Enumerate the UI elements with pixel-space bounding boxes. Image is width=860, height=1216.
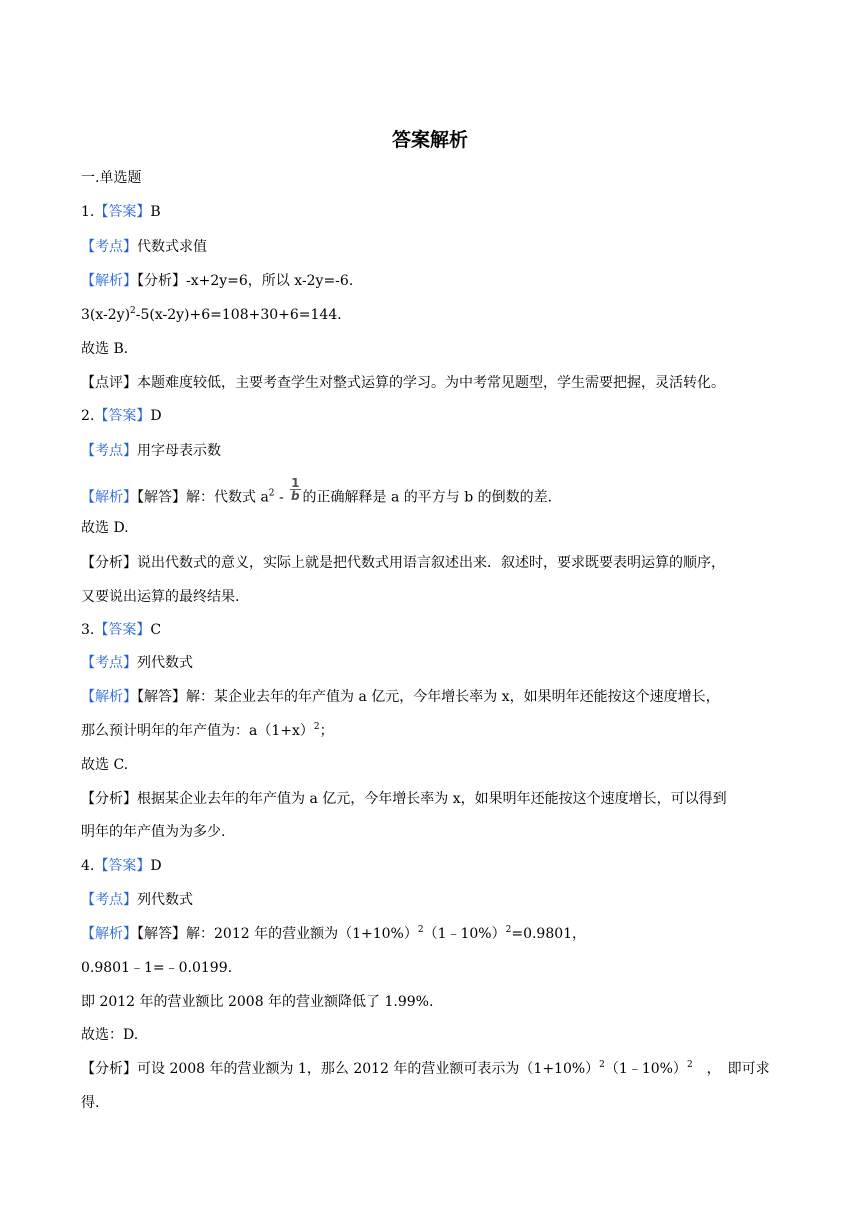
fraction-one-over-b [290,477,300,502]
q2-choose: 故选 D. [81,520,129,536]
q4-kaodian-line [81,890,781,910]
q4-jiexi-a: 【解答】解：2012 年的营业额为（1+10%） [137,926,418,942]
q4-conclusion: 即 2012 年的营业额比 2008 年的营业额降低了 1.99%. [81,994,434,1010]
q3-fenxi-line-1 [81,789,781,809]
q1-dianping-tag: 【点评】 [81,375,137,391]
q3-answer-tag: 【答案】 [94,622,151,638]
q4-calc: 0.9801﹣1=﹣0.0199. [81,960,233,976]
q4-answer-tag: 【答案】 [94,858,151,874]
q3-exponent: 2 [313,722,320,732]
q4-fenxi-exponent-2: 2 [686,1060,693,1070]
q4-fenxi-line-1 [81,1059,781,1079]
q4-kaodian: 列代数式 [137,892,193,908]
q4-fenxi-line-2: 得. [81,1095,100,1111]
q1-kaodian: 代数式求值 [137,239,207,255]
q4-choose: 故选：D. [81,1027,139,1043]
q2-kaodian: 用字母表示数 [137,443,221,459]
q1-answer-line [81,202,781,222]
q2-number: 2. [81,408,95,424]
q2-jiexi-a: 【解答】解：代数式 a [137,489,269,506]
q1-number: 1. [81,204,95,220]
q4-jiexi-tag: 【解析】 [81,926,137,942]
q1-calc-line [81,305,781,325]
q2-fenxi-tag: 【分析】 [81,555,137,571]
q4-fenxi-exponent-1: 2 [599,1060,605,1070]
q2-answer: D [150,408,162,424]
q2-answer-tag: 【答案】 [94,408,151,424]
q1-choose: 故选 B. [81,341,129,357]
q2-kaodian-line [81,441,781,461]
q1-kaodian-line [81,237,781,257]
q1-jiexi-line [81,271,781,291]
q1-calc-b: -5(x-2y)+6=108+30+6=144. [135,307,342,323]
q4-answer-line [81,856,781,876]
q1-kaodian-tag: 【考点】 [81,239,137,255]
q2-answer-line [81,406,781,426]
q2-exponent: 2 [268,488,275,499]
q2-minus: - [274,489,289,506]
q4-exponent-1: 2 [417,925,424,935]
q1-answer: B [150,204,161,220]
q3-jiexi-line-2 [81,721,781,741]
q4-fenxi-a: 可设 2008 年的营业额为 1，那么 2012 年的营业额可表示为（1+10%） [137,1061,600,1077]
q3-fenxi-tag: 【分析】 [81,791,137,807]
q1-calc-exponent: 2 [130,306,136,316]
q3-jiexi-1: 【解答】解：某企业去年的年产值为 a 亿元，今年增长率为 x，如果明年还能按这个速度增长， [137,689,720,705]
q4-fenxi-tag: 【分析】 [81,1061,137,1077]
q1-dianping-line [81,373,781,393]
q3-fenxi-1: 根据某企业去年的年产值为 a 亿元，今年增长率为 x，如果明年还能按这个速度增长，可以得到 [137,791,727,807]
q4-answer: D [150,858,162,874]
q2-fenxi-line-1 [81,553,781,573]
fraction-numerator: 1 [291,476,300,490]
q2-kaodian-tag: 【考点】 [81,443,137,459]
q2-fenxi-1: 说出代数式的意义，实际上就是把代数式用语言叙述出来．叙述时，要求既要表明运算的顺序， [137,555,725,571]
q1-calc-a: 3(x-2y) [81,307,131,323]
q2-jiexi-tag: 【解析】 [81,489,137,506]
q3-kaodian: 列代数式 [137,655,193,671]
section-heading: 一.单选题 [81,170,142,186]
q3-jiexi-2a: 那么预计明年的年产值为：a（1+x） [81,723,314,739]
q4-jiexi-b: （1﹣10%） [423,926,506,942]
fraction-denominator: b [291,489,300,503]
q4-jiexi-c: =0.9801， [511,926,587,942]
q4-jiexi-line [81,924,781,944]
q2-jiexi-line [81,476,781,510]
q3-number: 3. [81,622,95,638]
q3-jiexi-line-1 [81,687,781,707]
q1-jiexi-tag: 【解析】 [81,273,137,289]
q1-answer-tag: 【答案】 [94,204,151,220]
q4-fenxi-c: ， 即可求 [692,1061,770,1077]
q3-kaodian-line [81,653,781,673]
q3-choose: 故选 C. [81,757,129,773]
q3-answer-line [81,620,781,640]
q2-jiexi-b: 的正确解释是 a 的平方与 b 的倒数的差. [302,489,553,506]
q2-fenxi-line-2: 又要说出运算的最终结果. [81,589,240,605]
q3-jiexi-2b: ； [319,723,334,739]
q4-exponent-2: 2 [505,925,512,935]
q1-jiexi: 【分析】-x+2y=6，所以 x-2y=-6. [137,273,354,289]
q3-jiexi-tag: 【解析】 [81,689,137,705]
q4-fenxi-b: （1﹣10%） [604,1061,687,1077]
page-title: 答案解析 [391,129,468,151]
q3-fenxi-line-2: 明年的年产值为为多少. [81,824,226,840]
q1-dianping: 本题难度较低，主要考查学生对整式运算的学习。为中考常见题型，学生需要把握，灵活转化。 [137,375,725,391]
q4-number: 4. [81,858,95,874]
q4-kaodian-tag: 【考点】 [81,892,137,908]
q3-answer: C [150,622,162,638]
q3-kaodian-tag: 【考点】 [81,655,137,671]
